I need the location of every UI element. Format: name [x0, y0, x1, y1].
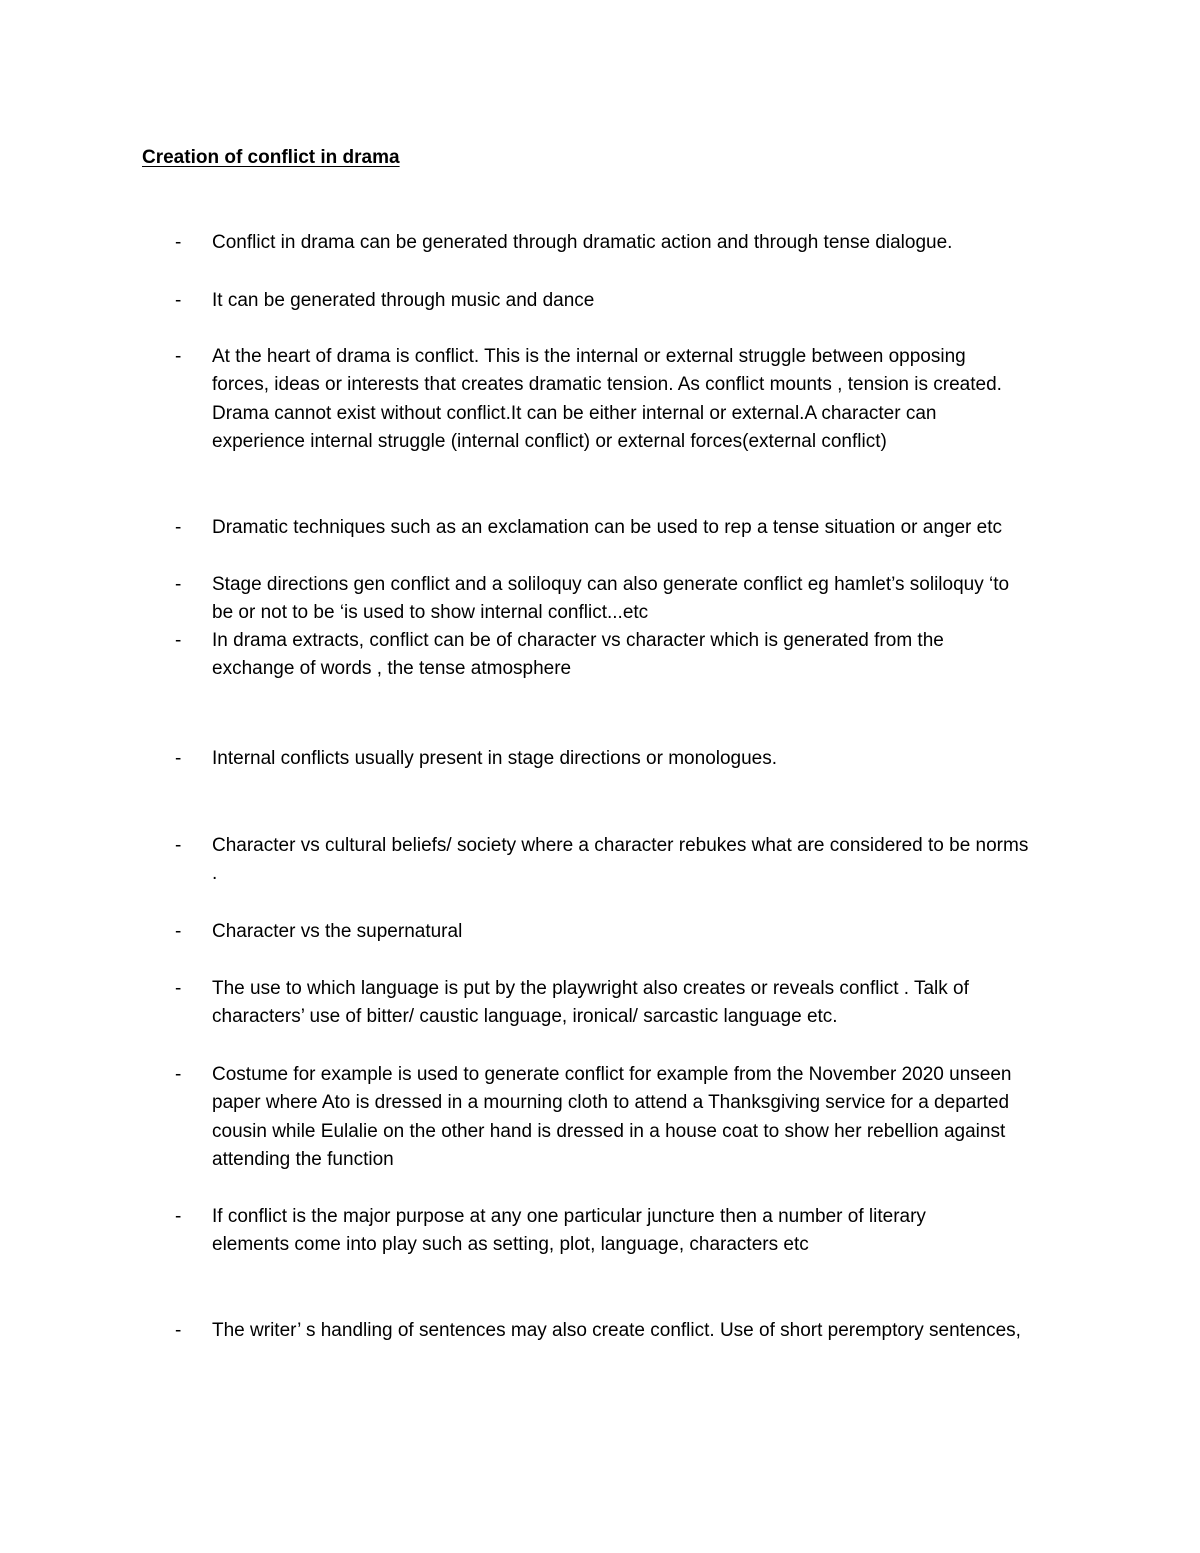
bullet-dash: -	[175, 921, 182, 942]
bullet-dash: -	[175, 232, 182, 253]
list-item-text: Dramatic techniques such as an exclamation can be used to rep a tense situation or anger etc	[212, 517, 1003, 538]
list-item-text: The writer’ s handling of sentences may also create conflict. Use of short peremptory sentences,	[212, 1320, 1021, 1341]
list-item-text: Conflict in drama can be generated through dramatic action and through tense dialogue.	[212, 232, 953, 253]
list-item-text: At the heart of drama is conflict. This is the internal or external struggle between opposing forces, ideas or interests that creates dramatic tension. As conflict mounts , tension is created. Drama cannot exist without conflict.It can be either internal or external.A character can experience internal struggle (internal conflict) or external forces(external conflict)	[212, 346, 1002, 453]
list-item-text: Stage directions gen conflict and a soliloquy can also generate conflict eg hamlet’s soliloquy ‘to be or not to be ‘is used to show internal conflict...etc	[212, 574, 1010, 624]
bullet-dash: -	[175, 1320, 182, 1341]
bullet-dash: -	[175, 517, 182, 538]
document-title: Creation of conflict in drama	[142, 147, 400, 168]
bullet-dash: -	[175, 574, 182, 595]
bullet-dash: -	[175, 978, 182, 999]
bullet-dash: -	[175, 1206, 182, 1227]
list-item-text: Character vs cultural beliefs/ society where a character rebukes what are considered to be norms .	[212, 835, 1029, 885]
list-item-text: If conflict is the major purpose at any one particular juncture then a number of literary elements come into play such as setting, plot, language, characters etc	[212, 1206, 926, 1256]
list-item-text: It can be generated through music and dance	[212, 290, 595, 311]
bullet-dash: -	[175, 630, 182, 651]
list-item-text: In drama extracts, conflict can be of character vs character which is generated from the exchange of words , the tense atmosphere	[212, 630, 944, 680]
list-item-text: Internal conflicts usually present in stage directions or monologues.	[212, 748, 778, 769]
bullet-dash: -	[175, 748, 182, 769]
bullet-dash: -	[175, 290, 182, 311]
bullet-dash: -	[175, 835, 182, 856]
bullet-dash: -	[175, 1064, 182, 1085]
list-item-text: Costume for example is used to generate conflict for example from the November 2020 unseen paper where Ato is dressed in a mourning cloth to attend a Thanksgiving service for a departed cousin while Eulalie on the other hand is dressed in a house coat to show her rebellion against attending the function	[212, 1064, 1012, 1171]
list-item-text: The use to which language is put by the playwright also creates or reveals conflict . Talk of characters’ use of bitter/ caustic language, ironical/ sarcastic language etc.	[212, 978, 969, 1028]
bullet-dash: -	[175, 346, 182, 367]
list-item-text: Character vs the supernatural	[212, 921, 463, 942]
